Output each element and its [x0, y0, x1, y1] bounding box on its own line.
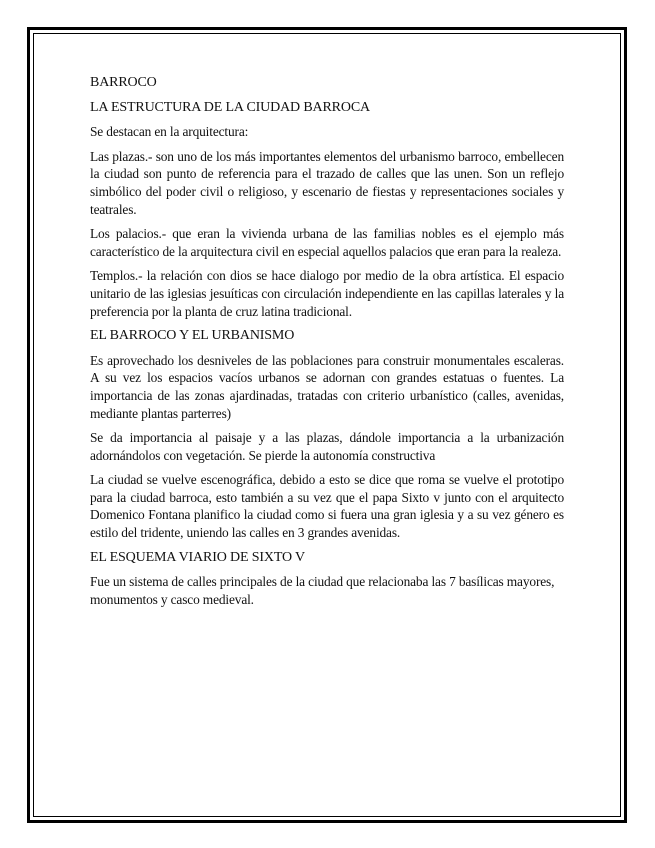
paragraph-templos: Templos.- la relación con dios se hace dialogo por medio de la obra artística. El espacio unitario de las iglesias jesuíticas con circulación independiente en las capillas laterales y la preferencia por la planta de cruz latina tradicional.: [90, 268, 564, 319]
document-body: [90, 74, 564, 615]
document-title: BARROCO: [90, 75, 157, 90]
paragraph-paisaje: Se da importancia al paisaje y a las plazas, dándole importancia a la urbanización adornándolos con vegetación. Se pierde la autonomía constructiva: [90, 430, 564, 463]
paragraph-sistema: Fue un sistema de calles principales de la ciudad que relacionaba las 7 basílicas mayores, monumentos y casco medieval.: [90, 574, 555, 607]
section-heading-sixto: EL ESQUEMA VIARIO DE SIXTO V: [90, 549, 306, 565]
section-heading-estructura: LA ESTRUCTURA DE LA CIUDAD BARROCA: [90, 99, 370, 115]
paragraph-palacios: Los palacios.- que eran la vivienda urbana de las familias nobles es el ejemplo más característico de la arquitectura civil en especial aquellos palacios que eran para la realeza.: [90, 226, 564, 259]
paragraph-plazas: Las plazas.- son uno de los más importantes elementos del urbanismo barroco, embellecen la ciudad son punto de referencia para el trazado de calles que las unen. Son un reflejo simbólico del poder civil o religioso, y escenario de fiestas y representaciones sociales y teatrales.: [90, 148, 564, 217]
paragraph-escenografica: La ciudad se vuelve escenográfica, debido a esto se dice que roma se vuelve el prototipo para la ciudad barroca, esto también a su vez que el papa Sixto v junto con el arquitecto Domenico Fontana planifico la ciudad como si fuera una gran iglesia y a su vez género es estilo del tridente, uniendo las calles en 3 grandes avenidas.: [90, 472, 564, 541]
section-heading-urbanismo: EL BARROCO Y EL URBANISMO: [90, 328, 295, 344]
paragraph-desniveles: Es aprovechado los desniveles de las poblaciones para construir monumentales escaleras. A su vez los espacios vacíos urbanos se adornan con grandes estatuas o fuentes. La importancia de las zonas ajardinadas, tratadas con criterio urbanístico (calles, avenidas, mediante plantas parterres): [90, 352, 564, 421]
paragraph-intro: Se destacan en la arquitectura:: [90, 124, 249, 140]
